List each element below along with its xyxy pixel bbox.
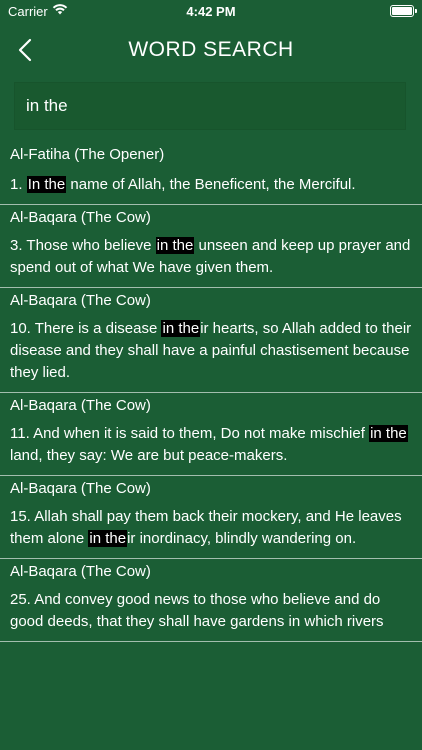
list-item[interactable] bbox=[0, 288, 422, 393]
list-item[interactable] bbox=[0, 393, 422, 476]
match-highlight: in the bbox=[162, 320, 200, 337]
surah-name: Al-Fatiha (The Opener) bbox=[10, 146, 165, 163]
surah-name: Al-Baqara (The Cow) bbox=[10, 292, 151, 309]
surah-name: Al-Baqara (The Cow) bbox=[10, 563, 151, 580]
results-list bbox=[0, 142, 422, 750]
status-bar bbox=[0, 0, 422, 24]
verse-text: 25. And convey good news to those who believe and do good deeds, that they shall have gardens in which rivers bbox=[10, 591, 384, 630]
match-highlight: in the bbox=[156, 237, 194, 254]
battery-icon bbox=[390, 5, 414, 17]
verse-text: 15. Allah shall pay them back their mockery, and He leaves them alone in their inordinacy, blindly wandering on. bbox=[10, 508, 402, 547]
search-input[interactable] bbox=[14, 82, 406, 130]
list-item[interactable] bbox=[0, 205, 422, 288]
match-highlight: In the bbox=[27, 176, 66, 193]
surah-name: Al-Baqara (The Cow) bbox=[10, 397, 151, 414]
list-item[interactable] bbox=[0, 142, 422, 205]
verse-text: 3. Those who believe in the unseen and keep up prayer and spend out of what We have given them. bbox=[10, 237, 411, 276]
verse-text: 11. And when it is said to them, Do not make mischief in the land, they say: We are but peace-makers. bbox=[10, 425, 407, 464]
carrier-label: Carrier bbox=[8, 4, 48, 19]
match-highlight: in the bbox=[370, 425, 407, 442]
surah-name: Al-Baqara (The Cow) bbox=[10, 209, 151, 226]
page-title: WORD SEARCH bbox=[128, 38, 294, 61]
list-item[interactable] bbox=[0, 559, 422, 642]
match-highlight: in the bbox=[89, 530, 127, 547]
search-box bbox=[14, 82, 406, 130]
list-item[interactable] bbox=[0, 476, 422, 559]
navigation-bar bbox=[0, 28, 422, 72]
surah-name: Al-Baqara (The Cow) bbox=[10, 480, 151, 497]
verse-text: 10. There is a disease in their hearts, so Allah added to their disease and they shall have a painful chastisement because they lied. bbox=[10, 320, 412, 381]
status-time: 4:42 PM bbox=[186, 4, 236, 19]
verse-text: 1. In the name of Allah, the Beneficent, the Merciful. bbox=[10, 176, 356, 193]
